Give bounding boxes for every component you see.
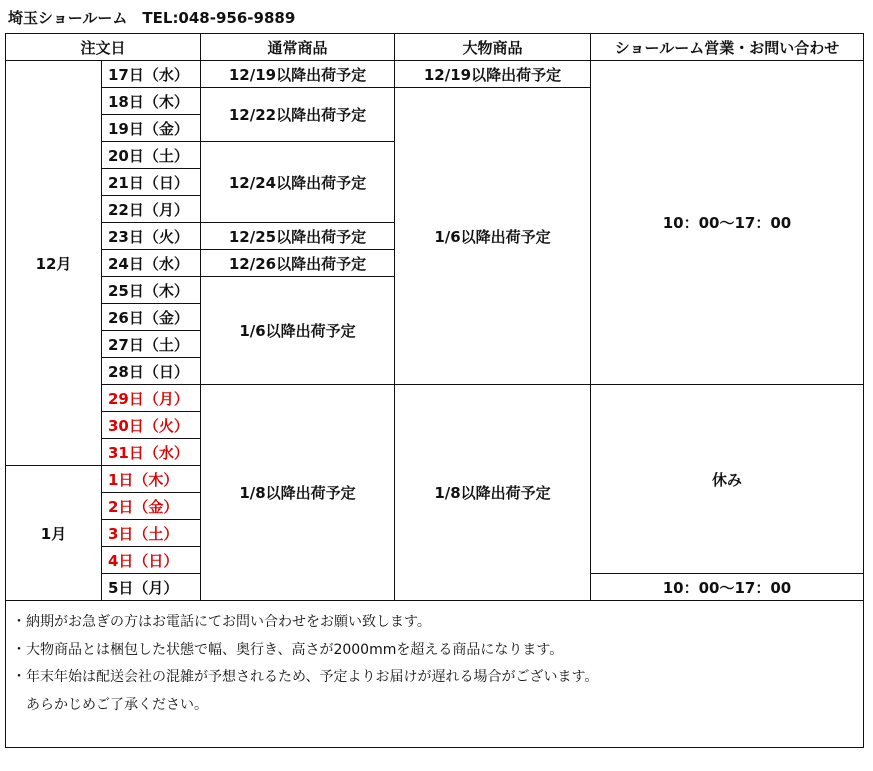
month-december: 12月 xyxy=(6,61,102,466)
showroom-closed-cell: 休み xyxy=(591,385,864,574)
showroom-hours-cell: 10：00～17：00 xyxy=(591,574,864,601)
date-cell: 23日（火） xyxy=(102,223,201,250)
date-cell: 28日（日） xyxy=(102,358,201,385)
date-cell: 20日（土） xyxy=(102,142,201,169)
date-cell: 5日（月） xyxy=(102,574,201,601)
date-cell: 24日（水） xyxy=(102,250,201,277)
header-row xyxy=(6,34,864,61)
date-cell: 19日（金） xyxy=(102,115,201,142)
large-shipping-cell: 1/8以降出荷予定 xyxy=(395,385,591,601)
date-cell: 17日（水） xyxy=(102,61,201,88)
normal-shipping-cell: 12/24以降出荷予定 xyxy=(201,142,395,223)
normal-shipping-cell: 1/8以降出荷予定 xyxy=(201,385,395,601)
normal-shipping-cell: 12/25以降出荷予定 xyxy=(201,223,395,250)
date-cell: 21日（日） xyxy=(102,169,201,196)
month-january: 1月 xyxy=(6,466,102,601)
header-showroom: ショールーム営業・お問い合わせ xyxy=(591,34,864,61)
date-cell-holiday: 30日（火） xyxy=(102,412,201,439)
date-cell: 25日（木） xyxy=(102,277,201,304)
date-cell-holiday: 3日（土） xyxy=(102,520,201,547)
shipping-schedule-table xyxy=(5,33,864,748)
normal-shipping-cell: 12/19以降出荷予定 xyxy=(201,61,395,88)
header-order-date: 注文日 xyxy=(6,34,201,61)
note-line: ・納期がお急ぎの方はお電話にてお問い合わせをお願い致します。 xyxy=(12,614,431,630)
page-title: 埼玉ショールーム TEL:048-956-9889 xyxy=(8,9,296,27)
normal-shipping-cell: 12/22以降出荷予定 xyxy=(201,88,395,142)
note-line: ・年末年始は配送会社の混雑が予想されるため、予定よりお届けが遅れる場合がございます。 xyxy=(12,669,599,685)
normal-shipping-cell: 12/26以降出荷予定 xyxy=(201,250,395,277)
date-cell: 22日（月） xyxy=(102,196,201,223)
date-cell-holiday: 1日（木） xyxy=(102,466,201,493)
large-shipping-cell: 12/19以降出荷予定 xyxy=(395,61,591,88)
note-line: ・大物商品とは梱包した状態で幅、奥行き、高さが2000mmを超える商品になります。 xyxy=(12,641,564,658)
date-cell-holiday: 31日（水） xyxy=(102,439,201,466)
large-shipping-cell: 1/6以降出荷予定 xyxy=(395,88,591,385)
date-cell-holiday: 4日（日） xyxy=(102,547,201,574)
notes-section xyxy=(6,601,864,748)
header-large-products: 大物商品 xyxy=(395,34,591,61)
date-cell: 18日（木） xyxy=(102,88,201,115)
showroom-hours-cell: 10：00～17：00 xyxy=(591,61,864,385)
note-line: あらかじめご了承ください。 xyxy=(12,696,208,713)
date-cell-holiday: 2日（金） xyxy=(102,493,201,520)
date-cell-holiday: 29日（月） xyxy=(102,385,201,412)
header-normal-products: 通常商品 xyxy=(201,34,395,61)
date-cell: 27日（土） xyxy=(102,331,201,358)
date-cell: 26日（金） xyxy=(102,304,201,331)
normal-shipping-cell: 1/6以降出荷予定 xyxy=(201,277,395,385)
